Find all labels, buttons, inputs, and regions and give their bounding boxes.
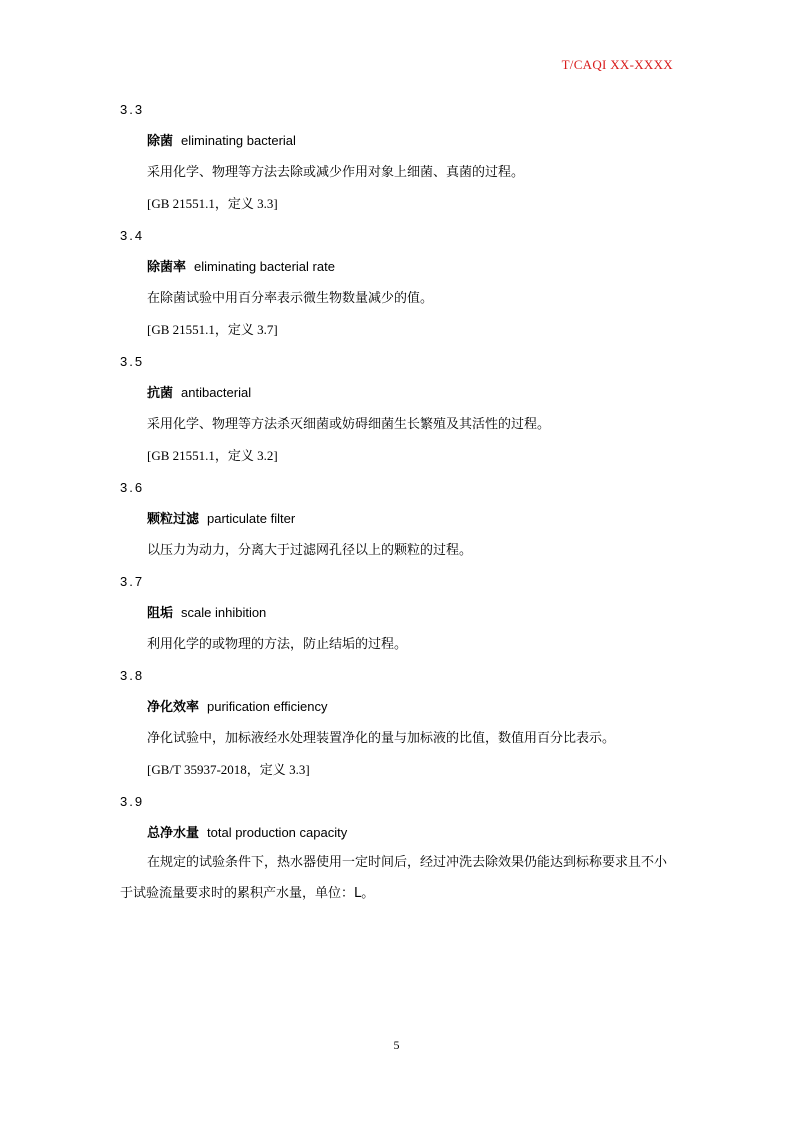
term-heading [147, 509, 673, 530]
term-english: eliminating bacterial [181, 133, 296, 148]
term-english: scale inhibition [181, 605, 267, 620]
reference-source: [GB/T 35937-2018， [147, 762, 260, 777]
reference-label: 定义 [227, 197, 254, 212]
term-chinese: 阻垢 [147, 606, 174, 621]
reference-source: [GB 21551.1， [147, 196, 228, 211]
term-definition: 在规定的试验条件下，热水器使用一定时间后，经过冲洗去除效果仍能达到标称要求且不小于试验流量要求时的累积产水量，单位：L。 [120, 855, 668, 901]
term-entry-3-3 [120, 100, 673, 215]
term-reference [147, 446, 673, 467]
clause-number: 3.7 [120, 574, 145, 589]
term-entry-3-4 [120, 226, 673, 341]
term-heading [147, 823, 673, 844]
term-chinese: 净化效率 [147, 700, 200, 715]
reference-source: [GB 21551.1， [147, 322, 228, 337]
reference-label: 定义 [227, 449, 254, 464]
term-entry-3-6 [120, 478, 673, 561]
reference-clause: 3.3] [285, 762, 310, 777]
clause-number: 3.8 [120, 668, 145, 683]
clause-number: 3.3 [120, 102, 145, 117]
reference-label: 定义 [259, 763, 286, 778]
term-heading [147, 603, 673, 624]
reference-label: 定义 [227, 323, 254, 338]
term-english: purification efficiency [207, 699, 328, 714]
clause-number: 3.6 [120, 480, 145, 495]
reference-clause: 3.7] [253, 322, 278, 337]
term-reference [147, 320, 673, 341]
reference-source: [GB 21551.1， [147, 448, 228, 463]
term-heading [147, 131, 673, 152]
document-code: T/CAQI XX-XXXX [561, 57, 673, 72]
term-definition: 在除菌试验中用百分率表示微生物数量减少的值。 [147, 291, 434, 306]
document-body [120, 100, 673, 909]
term-definition: 以压力为动力，分离大于过滤网孔径以上的颗粒的过程。 [147, 543, 473, 558]
term-chinese: 总净水量 [147, 826, 200, 841]
term-chinese: 抗菌 [147, 386, 174, 401]
term-entry-3-9 [120, 792, 673, 909]
term-english: particulate filter [207, 511, 296, 526]
term-definition: 利用化学的或物理的方法，防止结垢的过程。 [147, 637, 408, 652]
term-reference [147, 760, 673, 781]
term-reference [147, 194, 673, 215]
term-chinese: 除菌率 [147, 260, 187, 275]
term-english: total production capacity [207, 825, 348, 840]
term-definition: 净化试验中，加标液经水处理装置净化的量与加标液的比值，数值用百分比表示。 [147, 731, 616, 746]
term-entry-3-5 [120, 352, 673, 467]
reference-clause: 3.3] [253, 196, 278, 211]
term-heading [147, 383, 673, 404]
reference-clause: 3.2] [253, 448, 278, 463]
term-definition: 采用化学、物理等方法杀灭细菌或妨碍细菌生长繁殖及其活性的过程。 [147, 417, 551, 432]
term-entry-3-8 [120, 666, 673, 781]
term-definition: 采用化学、物理等方法去除或减少作用对象上细菌、真菌的过程。 [147, 165, 525, 180]
term-chinese: 除菌 [147, 134, 174, 149]
page-number: 5 [393, 1038, 400, 1052]
clause-number: 3.9 [120, 794, 145, 809]
term-heading [147, 257, 673, 278]
clause-number: 3.5 [120, 354, 145, 369]
term-english: antibacterial [181, 385, 252, 400]
term-entry-3-7 [120, 572, 673, 655]
clause-number: 3.4 [120, 228, 145, 243]
term-heading [147, 697, 673, 718]
term-english: eliminating bacterial rate [194, 259, 335, 274]
term-chinese: 颗粒过滤 [147, 512, 200, 527]
